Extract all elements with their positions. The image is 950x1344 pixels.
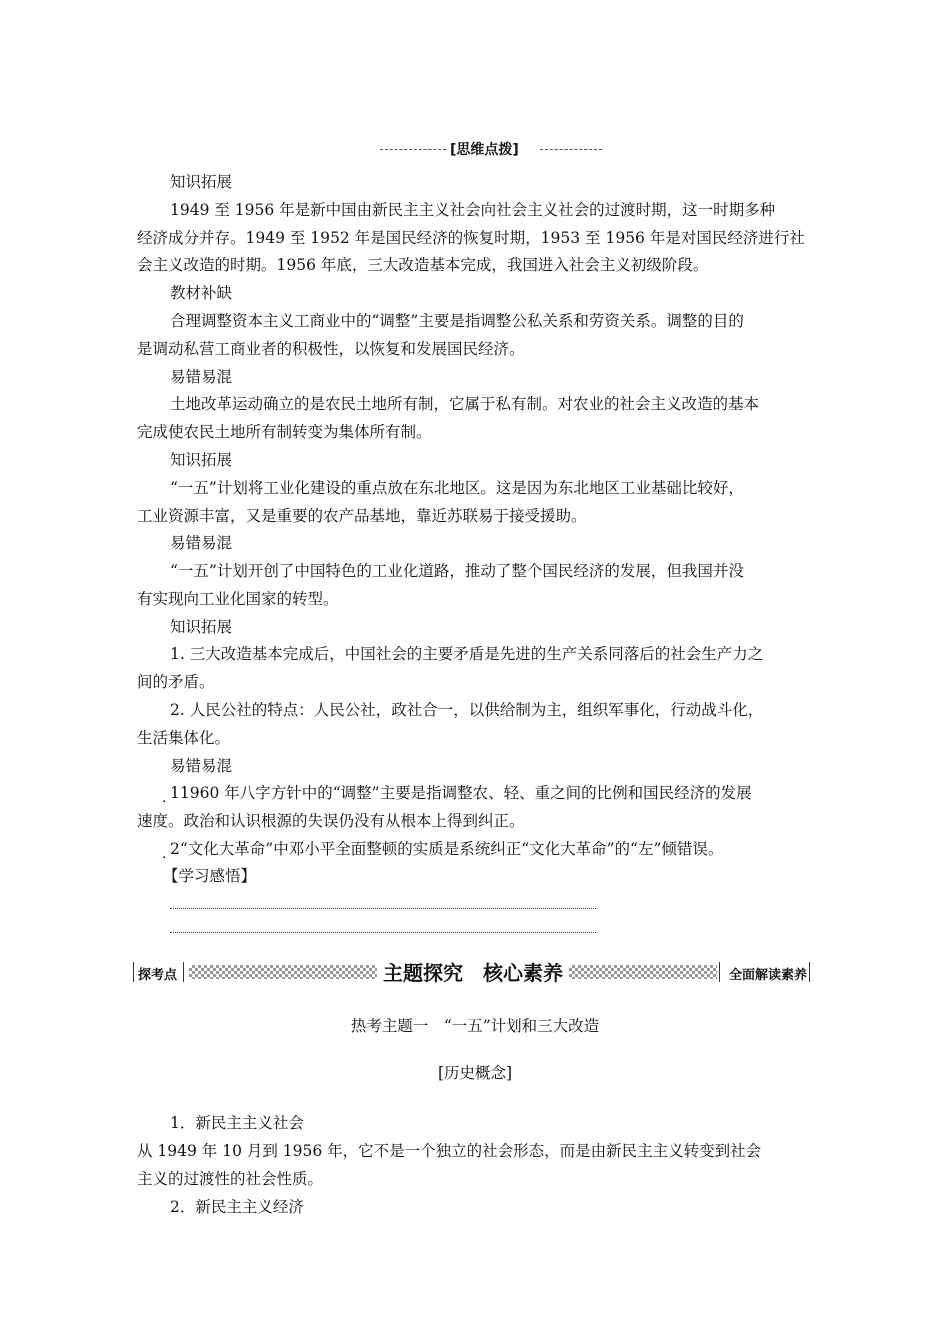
paragraph-line: 完成使农民土地所有制转变为集体所有制。 bbox=[137, 423, 432, 441]
paragraph-line: 工业资源丰富，又是重要的农产品基地，靠近苏联易于接受援助。 bbox=[137, 507, 587, 525]
emphasis-dot: . bbox=[162, 846, 167, 862]
section-banner bbox=[133, 958, 813, 988]
paragraph-line: “一五”计划开创了中国特色的工业化道路，推动了整个国民经济的发展，但我国并没 bbox=[170, 562, 744, 580]
dashed-rule-left bbox=[380, 149, 446, 150]
banner-right-label: 全面解读素养 bbox=[728, 968, 807, 983]
concept-label: [历史概念] bbox=[437, 1064, 513, 1082]
section-heading: 易错易混 bbox=[170, 534, 233, 552]
thinking-tip-divider bbox=[380, 140, 602, 160]
paragraph-line: 经济成分并存。1949 至 1952 年是国民经济的恢复时期，1953 至 1956 年是对国民经济进行社 bbox=[137, 229, 805, 247]
dashed-rule-right bbox=[540, 149, 602, 150]
concept-heading: 2．新民主主义经济 bbox=[170, 1198, 304, 1216]
banner-bar bbox=[183, 962, 184, 982]
paragraph-line: 2. 人民公社的特点：人民公社，政社合一，以供给制为主，组织军事化，行动战斗化， bbox=[170, 701, 764, 719]
paragraph-line: “一五”计划将工业化建设的重点放在东北地区。这是因为东北地区工业基础比较好， bbox=[170, 479, 744, 497]
banner-left-label: 探考点 bbox=[138, 968, 178, 983]
banner-bar bbox=[719, 962, 720, 982]
banner-checker-left bbox=[189, 965, 377, 979]
section-heading: 教材补缺 bbox=[170, 284, 233, 302]
paragraph-line: 合理调整资本主义工商业中的“调整”主要是指调整公私关系和劳资关系。调整的目的 bbox=[170, 312, 744, 330]
paragraph-line: 间的矛盾。 bbox=[137, 673, 215, 691]
banner-title: 主题探究 核心素养 bbox=[383, 961, 563, 985]
banner-bar bbox=[133, 962, 134, 982]
study-reflection-label: 【学习感悟】 bbox=[163, 867, 257, 885]
banner-bar bbox=[809, 962, 810, 982]
paragraph-line: 生活集体化。 bbox=[137, 729, 231, 747]
reflection-blank-line[interactable] bbox=[170, 932, 596, 933]
paragraph-line: 有实现向工业化国家的转型。 bbox=[137, 590, 339, 608]
thinking-tip-label: [思维点拨] bbox=[450, 142, 519, 158]
banner-checker-right bbox=[569, 965, 717, 979]
paragraph-line: 2“文化大革命”中邓小平全面整顿的实质是系统纠正“文化大革命”的“左”倾错误。 bbox=[170, 840, 724, 858]
section-heading: 知识拓展 bbox=[170, 618, 233, 636]
paragraph-line: 1. 三大改造基本完成后，中国社会的主要矛盾是先进的生产关系同落后的社会生产力之 bbox=[170, 645, 764, 663]
emphasis-dot: . bbox=[162, 790, 167, 806]
paragraph-line: 主义的过渡性的社会性质。 bbox=[137, 1170, 324, 1188]
reflection-blank-line[interactable] bbox=[170, 908, 596, 909]
paragraph-line: 1949 至 1956 年是新中国由新民主主义社会向社会主义社会的过渡时期，这一时期多种 bbox=[170, 201, 776, 219]
section-heading: 易错易混 bbox=[170, 368, 233, 386]
paragraph-line: 土地改革运动确立的是农民土地所有制，它属于私有制。对农业的社会主义改造的基本 bbox=[170, 395, 760, 413]
section-heading: 知识拓展 bbox=[170, 451, 233, 469]
section-heading: 易错易混 bbox=[170, 757, 233, 775]
paragraph-line: 速度。政治和认识根源的失误仍没有从根本上得到纠正。 bbox=[137, 812, 525, 830]
paragraph-line: 会主义改造的时期。1956 年底，三大改造基本完成，我国进入社会主义初级阶段。 bbox=[137, 256, 709, 274]
topic-title: 热考主题一 “一五”计划和三大改造 bbox=[350, 1017, 600, 1035]
paragraph-line: 11960 年八字方针中的“调整”主要是指调整农、轻、重之间的比例和国民经济的发展 bbox=[170, 784, 752, 802]
paragraph-line: 是调动私营工商业者的积极性，以恢复和发展国民经济。 bbox=[137, 340, 525, 358]
section-heading: 知识拓展 bbox=[170, 173, 233, 191]
paragraph-line: 从 1949 年 10 月到 1956 年，它不是一个独立的社会形态，而是由新民主主义转变到社会 bbox=[137, 1142, 762, 1160]
concept-heading: 1．新民主主义社会 bbox=[170, 1114, 304, 1132]
